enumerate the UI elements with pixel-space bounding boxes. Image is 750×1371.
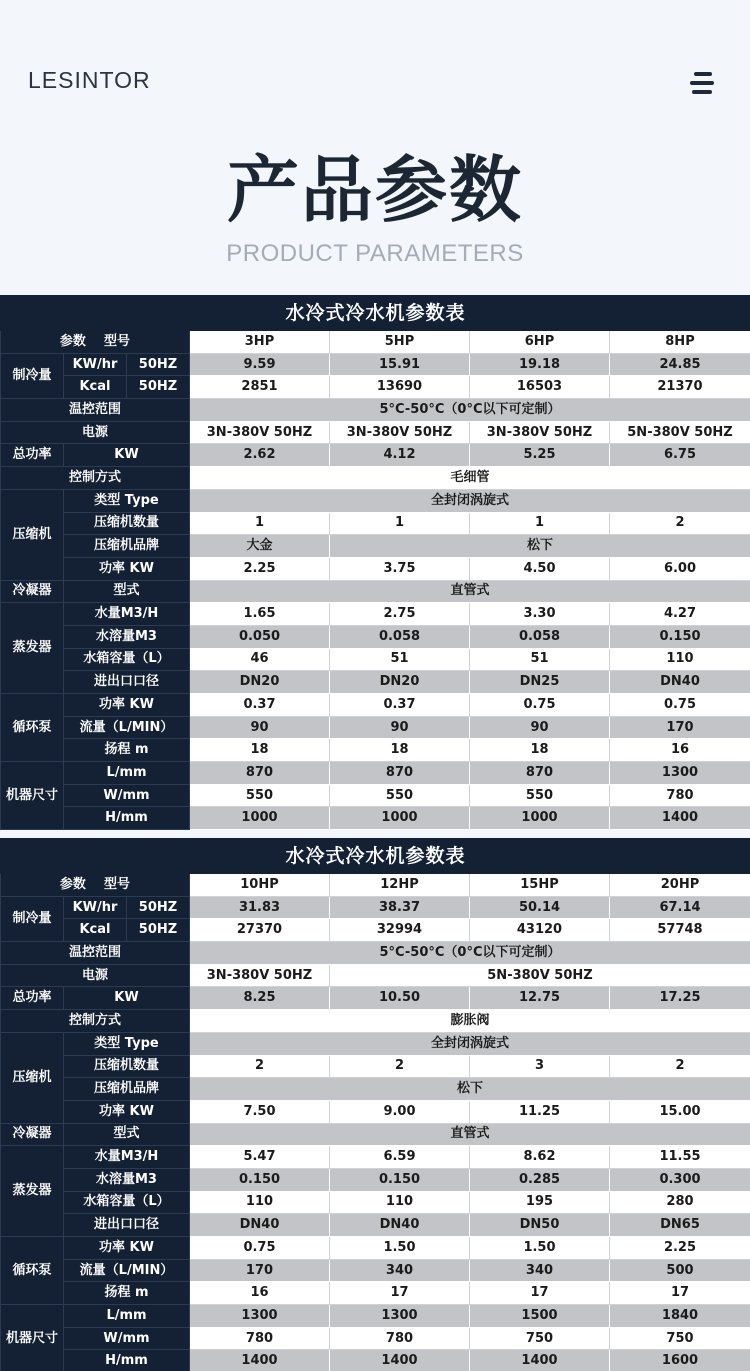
model-cell: 6HP (470, 331, 610, 354)
tank-label: 水箱容量（L） (64, 1191, 190, 1214)
water-flow-cell: 11.55 (610, 1146, 750, 1169)
water-vol-cell: 0.285 (470, 1168, 610, 1191)
power-supply-label: 电源 (1, 421, 190, 444)
temp-range-cell: 5°C-50°C（0°C以下可定制） (190, 942, 750, 965)
power-supply-cell: 5N-380V 50HZ (330, 964, 750, 987)
water-flow-label: 水量M3/H (64, 1146, 190, 1169)
length-label: L/mm (64, 1305, 190, 1328)
width-cell: 550 (470, 784, 610, 807)
table-row (1, 1350, 750, 1371)
table-row (1, 1146, 750, 1169)
table-row (1, 716, 750, 739)
table-row (1, 1282, 750, 1305)
width-cell: 780 (610, 784, 750, 807)
kcal-cell: 32994 (330, 919, 470, 942)
comp-count-cell: 2 (190, 1055, 330, 1078)
pump-power-label: 功率 KW (64, 1237, 190, 1260)
water-flow-cell: 8.62 (470, 1146, 610, 1169)
pipe-cell: DN65 (610, 1214, 750, 1237)
model-cell: 20HP (610, 874, 750, 897)
head-label: 扬程 m (64, 739, 190, 762)
table-row (1, 942, 750, 965)
kwhr-cell: 19.18 (470, 353, 610, 376)
comp-power-label: 功率 KW (64, 557, 190, 580)
cooling-label: 制冷量 (1, 353, 64, 398)
total-power-cell: 5.25 (470, 444, 610, 467)
size-label: 机器尺寸 (1, 1305, 64, 1371)
table-row (1, 987, 750, 1010)
width-cell: 780 (330, 1327, 470, 1350)
head-cell: 18 (190, 739, 330, 762)
kcal-cell: 2851 (190, 376, 330, 399)
comp-power-cell: 3.75 (330, 557, 470, 580)
temp-range-label: 温控范围 (1, 399, 190, 422)
model-cell: 8HP (610, 331, 750, 354)
brand-logo[interactable]: LESINTOR (28, 67, 151, 93)
comp-count-label: 压缩机数量 (64, 1055, 190, 1078)
width-cell: 550 (190, 784, 330, 807)
pump-power-cell: 0.37 (330, 694, 470, 717)
flow-cell: 90 (190, 716, 330, 739)
table-row (1, 625, 750, 648)
table-row (1, 648, 750, 671)
length-cell: 1840 (610, 1305, 750, 1328)
table-row (1, 331, 750, 354)
height-cell: 1000 (470, 807, 610, 830)
model-label: 型号 (104, 876, 131, 892)
comp-type-cell: 全封闭涡旋式 (190, 1032, 750, 1055)
table-row (1, 896, 750, 919)
flow-cell: 170 (610, 716, 750, 739)
flow-cell: 340 (470, 1259, 610, 1282)
table-title: 水冷式冷水机参数表 (1, 296, 750, 331)
cooling-label: 制冷量 (1, 896, 64, 941)
power-supply-cell: 3N-380V 50HZ (470, 421, 610, 444)
water-flow-cell: 5.47 (190, 1146, 330, 1169)
kcal-cell: 21370 (610, 376, 750, 399)
condenser-label: 冷凝器 (1, 580, 64, 603)
height-cell: 1400 (330, 1350, 470, 1371)
spec-table-2 (0, 838, 750, 1371)
total-power-label: 总功率 (1, 987, 64, 1010)
height-cell: 1400 (190, 1350, 330, 1371)
height-cell: 1000 (190, 807, 330, 830)
flow-cell: 340 (330, 1259, 470, 1282)
water-vol-cell: 0.058 (330, 625, 470, 648)
pump-label: 循环泵 (1, 694, 64, 762)
water-vol-cell: 0.050 (190, 625, 330, 648)
table-row (1, 1123, 750, 1146)
table-row (1, 1259, 750, 1282)
table-row (1, 1191, 750, 1214)
table-row (1, 1010, 750, 1033)
flow-cell: 90 (470, 716, 610, 739)
table-row (1, 807, 750, 830)
table-row (1, 353, 750, 376)
comp-count-cell: 1 (470, 512, 610, 535)
table-row (1, 467, 750, 490)
table-row (1, 444, 750, 467)
pump-power-cell: 1.50 (330, 1237, 470, 1260)
pipe-cell: DN40 (190, 1214, 330, 1237)
power-supply-label: 电源 (1, 964, 190, 987)
height-cell: 1000 (330, 807, 470, 830)
length-cell: 1500 (470, 1305, 610, 1328)
kcal-cell: 43120 (470, 919, 610, 942)
tank-label: 水箱容量（L） (64, 648, 190, 671)
tank-cell: 51 (330, 648, 470, 671)
kwhr-cell: 31.83 (190, 896, 330, 919)
power-supply-cell: 5N-380V 50HZ (610, 421, 750, 444)
table-row (1, 1168, 750, 1191)
menu-line (692, 90, 712, 94)
flow-label: 流量（L/MIN） (64, 1259, 190, 1282)
table-row (1, 1078, 750, 1101)
model-cell: 3HP (190, 331, 330, 354)
param-model-label (1, 874, 190, 897)
table-row (1, 964, 750, 987)
flow-cell: 90 (330, 716, 470, 739)
cond-type-label: 型式 (64, 580, 190, 603)
pump-power-cell: 0.75 (610, 694, 750, 717)
hz-label: 50HZ (127, 896, 190, 919)
pipe-cell: DN50 (470, 1214, 610, 1237)
width-cell: 550 (330, 784, 470, 807)
water-flow-cell: 2.75 (330, 603, 470, 626)
comp-power-cell: 15.00 (610, 1100, 750, 1123)
comp-brand-cell: 大金 (190, 535, 330, 558)
menu-line (694, 72, 712, 76)
pump-label: 循环泵 (1, 1237, 64, 1305)
table-row (1, 580, 750, 603)
temp-range-label: 温控范围 (1, 942, 190, 965)
pipe-label: 进出口口径 (64, 1214, 190, 1237)
width-label: W/mm (64, 1327, 190, 1350)
table-row (1, 535, 750, 558)
water-vol-cell: 0.150 (610, 625, 750, 648)
comp-power-label: 功率 KW (64, 1100, 190, 1123)
table-row (1, 784, 750, 807)
pipe-cell: DN20 (330, 671, 470, 694)
model-cell: 10HP (190, 874, 330, 897)
param-label: 参数 (59, 333, 86, 349)
length-cell: 1300 (330, 1305, 470, 1328)
water-flow-cell: 4.27 (610, 603, 750, 626)
head-cell: 16 (190, 1282, 330, 1305)
pipe-cell: DN20 (190, 671, 330, 694)
pump-power-cell: 1.50 (470, 1237, 610, 1260)
comp-count-cell: 1 (190, 512, 330, 535)
total-power-cell: 6.75 (610, 444, 750, 467)
comp-power-cell: 9.00 (330, 1100, 470, 1123)
kcal-cell: 27370 (190, 919, 330, 942)
head-cell: 17 (330, 1282, 470, 1305)
kwhr-cell: 38.37 (330, 896, 470, 919)
comp-brand-label: 压缩机品牌 (64, 535, 190, 558)
table-row (1, 671, 750, 694)
width-cell: 780 (190, 1327, 330, 1350)
tank-cell: 110 (330, 1191, 470, 1214)
table-row (1, 489, 750, 512)
compressor-label: 压缩机 (1, 489, 64, 580)
comp-type-cell: 全封闭涡旋式 (190, 489, 750, 512)
hz-label: 50HZ (127, 376, 190, 399)
page-header (0, 0, 750, 120)
kwhr-cell: 9.59 (190, 353, 330, 376)
table-row (1, 874, 750, 897)
size-label: 机器尺寸 (1, 762, 64, 830)
width-label: W/mm (64, 784, 190, 807)
head-cell: 16 (610, 739, 750, 762)
total-power-cell: 17.25 (610, 987, 750, 1010)
table-row (1, 919, 750, 942)
kcal-cell: 13690 (330, 376, 470, 399)
water-vol-cell: 0.300 (610, 1168, 750, 1191)
water-vol-cell: 0.058 (470, 625, 610, 648)
length-label: L/mm (64, 762, 190, 785)
table-row (1, 376, 750, 399)
total-power-cell: 12.75 (470, 987, 610, 1010)
table-row (1, 1032, 750, 1055)
table-row (1, 739, 750, 762)
kw-label: KW (64, 444, 190, 467)
table-row (1, 1100, 750, 1123)
evaporator-label: 蒸发器 (1, 603, 64, 694)
kwhr-cell: 50.14 (470, 896, 610, 919)
height-label: H/mm (64, 807, 190, 830)
total-power-label: 总功率 (1, 444, 64, 467)
table-row (1, 1327, 750, 1350)
tank-cell: 51 (470, 648, 610, 671)
hz-label: 50HZ (127, 353, 190, 376)
cond-type-cell: 直管式 (190, 580, 750, 603)
comp-power-cell: 11.25 (470, 1100, 610, 1123)
height-cell: 1600 (610, 1350, 750, 1371)
table-row (1, 1214, 750, 1237)
model-cell: 15HP (470, 874, 610, 897)
length-cell: 1300 (610, 762, 750, 785)
width-cell: 750 (610, 1327, 750, 1350)
pump-power-cell: 0.75 (470, 694, 610, 717)
table-row (1, 603, 750, 626)
kwhr-cell: 67.14 (610, 896, 750, 919)
pump-power-label: 功率 KW (64, 694, 190, 717)
water-vol-label: 水溶量M3 (64, 1168, 190, 1191)
total-power-cell: 10.50 (330, 987, 470, 1010)
comp-power-cell: 4.50 (470, 557, 610, 580)
tank-cell: 46 (190, 648, 330, 671)
comp-count-cell: 1 (330, 512, 470, 535)
comp-brand-cell: 松下 (190, 1078, 750, 1101)
water-flow-cell: 1.65 (190, 603, 330, 626)
water-vol-cell: 0.150 (330, 1168, 470, 1191)
compressor-label: 压缩机 (1, 1032, 64, 1123)
table-row (1, 399, 750, 422)
pump-power-cell: 2.25 (610, 1237, 750, 1260)
cond-type-cell: 直管式 (190, 1123, 750, 1146)
control-label: 控制方式 (1, 467, 190, 490)
menu-line (690, 81, 714, 85)
kcal-label: Kcal (64, 376, 127, 399)
width-cell: 750 (470, 1327, 610, 1350)
comp-count-cell: 2 (610, 512, 750, 535)
height-label: H/mm (64, 1350, 190, 1371)
pipe-cell: DN40 (330, 1214, 470, 1237)
kwhr-label: KW/hr (64, 896, 127, 919)
comp-type-label: 类型 Type (64, 1032, 190, 1055)
power-supply-cell: 3N-380V 50HZ (190, 421, 330, 444)
kw-label: KW (64, 987, 190, 1010)
kcal-cell: 16503 (470, 376, 610, 399)
flow-cell: 500 (610, 1259, 750, 1282)
water-vol-cell: 0.150 (190, 1168, 330, 1191)
cond-type-label: 型式 (64, 1123, 190, 1146)
pump-power-cell: 0.75 (190, 1237, 330, 1260)
water-flow-label: 水量M3/H (64, 603, 190, 626)
water-flow-cell: 3.30 (470, 603, 610, 626)
condenser-label: 冷凝器 (1, 1123, 64, 1146)
comp-power-cell: 2.25 (190, 557, 330, 580)
pipe-cell: DN25 (470, 671, 610, 694)
total-power-cell: 4.12 (330, 444, 470, 467)
control-cell: 膨胀阀 (190, 1010, 750, 1033)
table-title: 水冷式冷水机参数表 (1, 839, 750, 874)
flow-label: 流量（L/MIN） (64, 716, 190, 739)
temp-range-cell: 5°C-50°C（0°C以下可定制） (190, 399, 750, 422)
evaporator-label: 蒸发器 (1, 1146, 64, 1237)
head-label: 扬程 m (64, 1282, 190, 1305)
water-flow-cell: 6.59 (330, 1146, 470, 1169)
tank-cell: 110 (610, 648, 750, 671)
param-model-label (1, 331, 190, 354)
table-row (1, 694, 750, 717)
spec-table-1 (0, 295, 750, 830)
pipe-cell: DN40 (610, 671, 750, 694)
table-row (1, 762, 750, 785)
table-row (1, 557, 750, 580)
head-cell: 17 (610, 1282, 750, 1305)
power-supply-cell: 3N-380V 50HZ (330, 421, 470, 444)
table-row (1, 512, 750, 535)
tank-cell: 195 (470, 1191, 610, 1214)
total-power-cell: 8.25 (190, 987, 330, 1010)
kwhr-label: KW/hr (64, 353, 127, 376)
comp-brand-cell: 松下 (330, 535, 750, 558)
length-cell: 870 (330, 762, 470, 785)
comp-power-cell: 6.00 (610, 557, 750, 580)
comp-count-cell: 2 (330, 1055, 470, 1078)
page-title: 产品参数 (226, 148, 523, 232)
control-cell: 毛细管 (190, 467, 750, 490)
table-row (1, 1237, 750, 1260)
comp-count-cell: 3 (470, 1055, 610, 1078)
pipe-label: 进出口口径 (64, 671, 190, 694)
model-cell: 5HP (330, 331, 470, 354)
kwhr-cell: 24.85 (610, 353, 750, 376)
comp-power-cell: 7.50 (190, 1100, 330, 1123)
length-cell: 870 (470, 762, 610, 785)
page-subtitle: PRODUCT PARAMETERS (226, 240, 524, 267)
pump-power-cell: 0.37 (190, 694, 330, 717)
table-row (1, 1055, 750, 1078)
comp-count-cell: 2 (610, 1055, 750, 1078)
total-power-cell: 2.62 (190, 444, 330, 467)
head-cell: 18 (330, 739, 470, 762)
comp-brand-label: 压缩机品牌 (64, 1078, 190, 1101)
model-cell: 12HP (330, 874, 470, 897)
model-label: 型号 (104, 333, 131, 349)
length-cell: 1300 (190, 1305, 330, 1328)
flow-cell: 170 (190, 1259, 330, 1282)
head-cell: 18 (470, 739, 610, 762)
control-label: 控制方式 (1, 1010, 190, 1033)
table-row (1, 1305, 750, 1328)
height-cell: 1400 (610, 807, 750, 830)
length-cell: 870 (190, 762, 330, 785)
water-vol-label: 水溶量M3 (64, 625, 190, 648)
hz-label: 50HZ (127, 919, 190, 942)
comp-type-label: 类型 Type (64, 489, 190, 512)
tank-cell: 280 (610, 1191, 750, 1214)
kcal-cell: 57748 (610, 919, 750, 942)
head-cell: 17 (470, 1282, 610, 1305)
table-row (1, 421, 750, 444)
power-supply-cell: 3N-380V 50HZ (190, 964, 330, 987)
param-label: 参数 (59, 876, 86, 892)
kcal-label: Kcal (64, 919, 127, 942)
kwhr-cell: 15.91 (330, 353, 470, 376)
height-cell: 1400 (470, 1350, 610, 1371)
comp-count-label: 压缩机数量 (64, 512, 190, 535)
hamburger-menu-icon[interactable] (688, 70, 716, 96)
tank-cell: 110 (190, 1191, 330, 1214)
